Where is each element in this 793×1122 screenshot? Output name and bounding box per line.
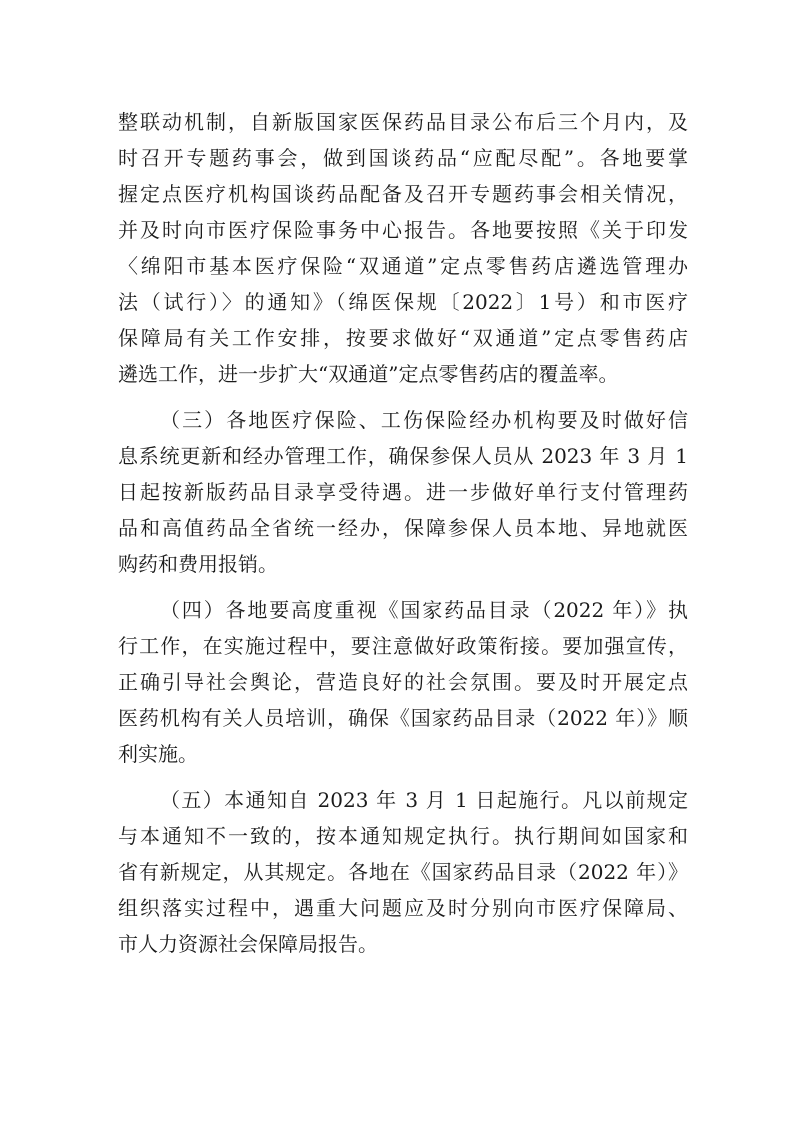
text-line: 市人力资源社会保障局报告。 [118,932,378,956]
text-line: 日起按新版药品目录享受待遇。进一步做好单行支付管理药 [118,480,688,504]
text-line: （四）各地要高度重视《国家药品目录（2022 年）》执 [160,598,688,622]
text-line: 并及时向市医疗保险事务中心报告。各地要按照《关于印发 [118,218,688,242]
paragraph-gap [118,772,688,782]
text-line: 购药和费用报销。 [118,552,278,576]
text-line: 利实施。 [118,742,198,766]
text-line: 时召开专题药事会，做到国谈药品“应配尽配”。各地要掌 [118,146,688,170]
paragraph-section-5 [118,782,688,962]
paragraph-gap [118,392,688,402]
paragraph-section-3 [118,402,688,582]
text-line: 与本通知不一致的，按本通知规定执行。执行期间如国家和 [118,824,688,848]
paragraph-gap [118,582,688,592]
text-line: （三）各地医疗保险、工伤保险经办机构要及时做好信 [160,408,688,432]
text-line: 保障局有关工作安排，按要求做好“双通道”定点零售药店 [118,326,688,350]
text-line: 握定点医疗机构国谈药品配备及召开专题药事会相关情况， [118,182,688,206]
text-line: 省有新规定，从其规定。各地在《国家药品目录（2022 年）》 [118,860,688,884]
text-line: 息系统更新和经办管理工作，确保参保人员从 2023 年 3 月 1 [118,444,688,468]
text-line: 医药机构有关人员培训，确保《国家药品目录（2022 年）》顺 [118,706,688,730]
paragraph-continuation [118,104,688,392]
text-line: 品和高值药品全省统一经办，保障参保人员本地、异地就医 [118,516,688,540]
document-body [118,104,688,962]
text-line: 〈绵阳市基本医疗保险“双通道”定点零售药店遴选管理办 [118,254,688,278]
text-line: 整联动机制，自新版国家医保药品目录公布后三个月内，及 [118,110,688,134]
text-line: 法（试行）〉的通知》（绵医保规〔2022〕1号）和市医疗 [118,290,688,314]
text-line: 行工作，在实施过程中，要注意做好政策衔接。要加强宣传， [118,634,688,658]
text-line: 组织落实过程中，遇重大问题应及时分别向市医疗保障局、 [118,896,688,920]
text-line: （五）本通知自 2023 年 3 月 1 日起施行。凡以前规定 [160,788,688,812]
text-line: 遴选工作，进一步扩大“双通道”定点零售药店的覆盖率。 [118,362,619,386]
text-line: 正确引导社会舆论，营造良好的社会氛围。要及时开展定点 [118,670,688,694]
paragraph-section-4 [118,592,688,772]
